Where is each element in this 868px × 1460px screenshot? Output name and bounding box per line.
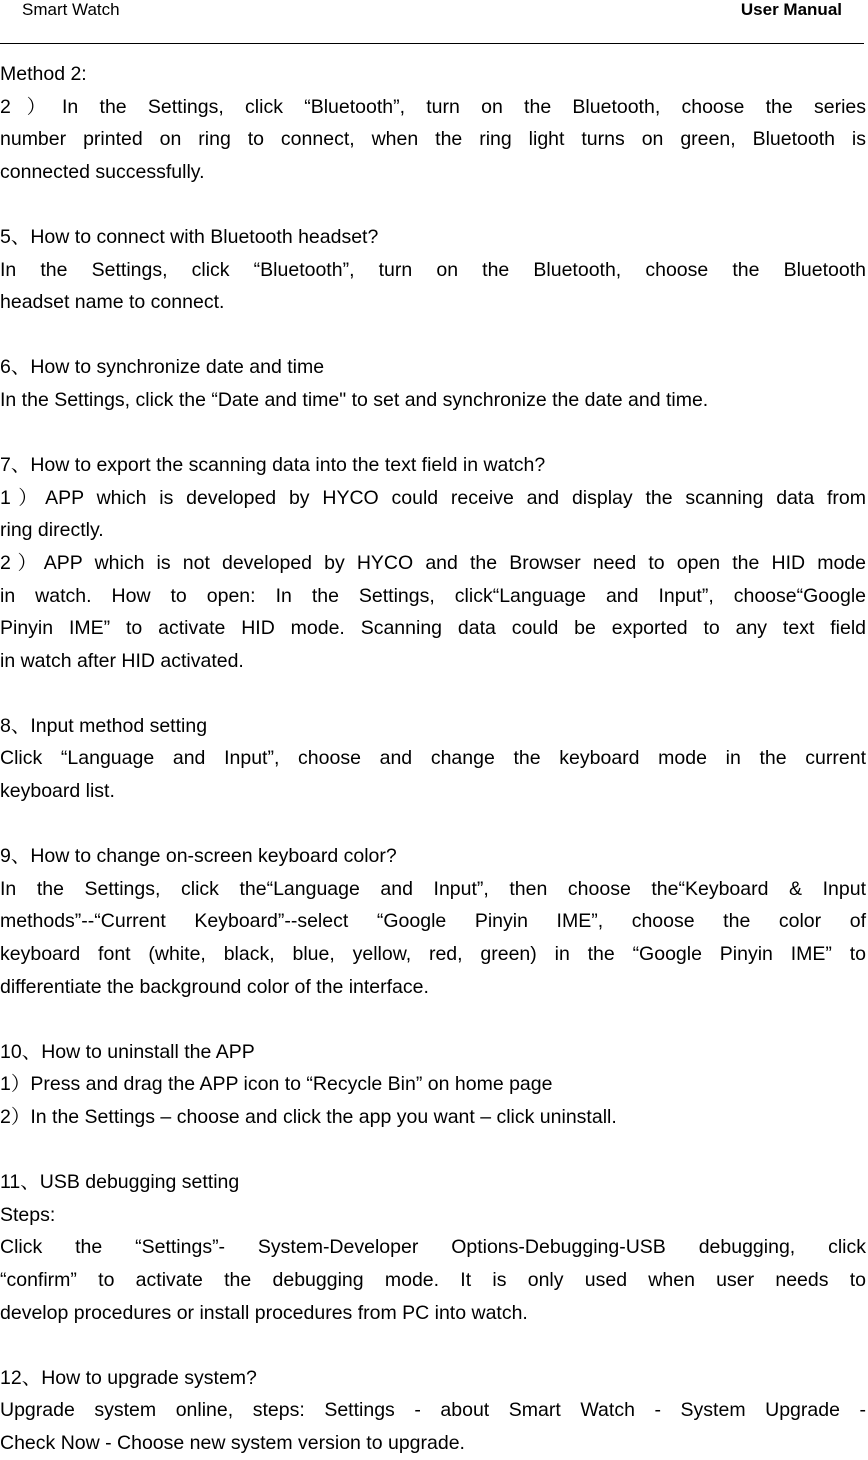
blank-line (0, 319, 866, 352)
text-line: Check Now - Choose new system version to upgrade. (0, 1431, 465, 1454)
page-header (0, 0, 868, 44)
header-divider (0, 43, 864, 44)
document-body (0, 58, 866, 1460)
text-line: In the Settings, click “Bluetooth”, turn on the Bluetooth, choose the Bluetooth (0, 258, 866, 281)
text-line: 1）APP which is developed by HYCO could receive and display the scanning data from (0, 486, 866, 509)
text-line: keyboard font (white, black, blue, yellow, red, green) in the “Google Pinyin IME” to (0, 943, 866, 966)
blank-line (0, 1329, 866, 1362)
text-line: 1）Press and drag the APP icon to “Recycle Bin” on home page (0, 1073, 553, 1096)
text-line: 9、How to change on-screen keyboard color? (0, 845, 397, 868)
text-line: 6、How to synchronize date and time (0, 356, 325, 379)
text-line: develop procedures or install procedures from PC into watch. (0, 1301, 528, 1324)
text-line: headset name to connect. (0, 291, 225, 314)
text-line: in watch. How to open: In the Settings, click“Language and Input”, choose“Google (0, 584, 866, 607)
text-line: keyboard list. (0, 780, 115, 803)
text-line: “confirm” to activate the debugging mode. It is only used when user needs to (0, 1268, 866, 1291)
text-line: methods”--“Current Keyboard”--select “Google Pinyin IME”, choose the color of (0, 910, 866, 933)
text-line: In the Settings, click the “Date and time" to set and synchronize the date and time. (0, 388, 709, 411)
text-line: In the Settings, click the“Language and Input”, then choose the“Keyboard & Input (0, 877, 866, 900)
text-line: Click “Language and Input”, choose and change the keyboard mode in the current (0, 747, 866, 770)
text-line: 5、How to connect with Bluetooth headset? (0, 225, 379, 248)
text-line: 2）In the Settings, click “Bluetooth”, turn on the Bluetooth, choose the series (0, 95, 866, 118)
text-line: 2）In the Settings – choose and click the app you want – click uninstall. (0, 1106, 617, 1128)
blank-line (0, 417, 866, 450)
text-line: 10、How to uninstall the APP (0, 1040, 255, 1063)
blank-line (0, 188, 866, 221)
text-line: 7、How to export the scanning data into the text field in watch? (0, 454, 546, 477)
text-line: differentiate the background color of the interface. (0, 975, 429, 998)
text-line: connected successfully. (0, 160, 205, 183)
header-title: Smart Watch (22, 0, 120, 19)
text-line: Click the “Settings”- System-Developer Options-Debugging-USB debugging, click (0, 1236, 866, 1259)
text-line: number printed on ring to connect, when the ring light turns on green, Bluetooth is (0, 128, 866, 151)
text-line: 8、Input method setting (0, 714, 208, 737)
header-manual-label: User Manual (740, 0, 842, 19)
text-line: 2）APP which is not developed by HYCO and the Browser need to open the HID mode (0, 551, 866, 574)
text-line: Method 2: (0, 63, 87, 85)
text-line: Upgrade system online, steps: Settings - about Smart Watch - System Upgrade - (0, 1399, 866, 1422)
text-line: Pinyin IME” to activate HID mode. Scanning data could be exported to any text field (0, 617, 866, 640)
blank-line (0, 808, 866, 841)
text-line: 12、How to upgrade system? (0, 1366, 257, 1389)
blank-line (0, 1134, 866, 1167)
text-line: ring directly. (0, 519, 104, 542)
blank-line (0, 1003, 866, 1036)
text-line: 11、USB debugging setting (0, 1171, 240, 1194)
blank-line (0, 677, 866, 710)
text-line: Steps: (0, 1203, 56, 1226)
text-line: in watch after HID activated. (0, 649, 244, 672)
